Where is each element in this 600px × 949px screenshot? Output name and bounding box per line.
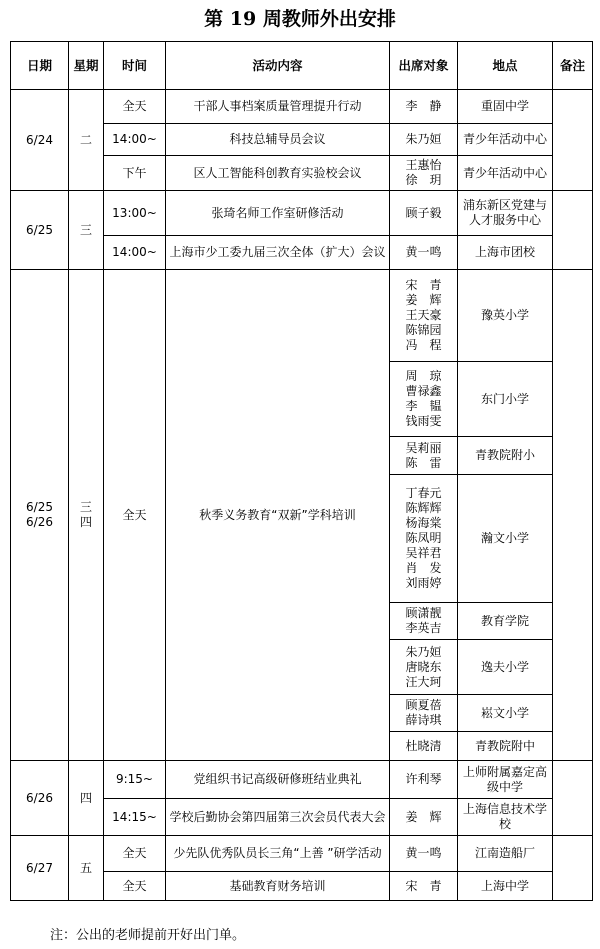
attendee-name: 宋 青 — [405, 878, 442, 893]
remark-cell — [553, 836, 593, 901]
location-cell: 上师附属嘉定高级中学 — [458, 761, 553, 799]
activity-cell: 少先队优秀队员长三角“上善 ”研学活动 — [166, 836, 390, 872]
location-cell: 上海中学 — [458, 872, 553, 901]
attendee-name: 丁春元 — [405, 486, 442, 500]
weekday-cell: 三 四 — [69, 270, 104, 761]
attendees-cell — [390, 270, 458, 362]
remark-cell — [553, 90, 593, 191]
header-attendees: 出席对象 — [390, 42, 458, 90]
location-cell: 上海市团校 — [458, 236, 553, 270]
attendees-cell — [390, 761, 458, 799]
time-cell: 下午 — [104, 156, 166, 191]
attendees-cell — [390, 640, 458, 695]
location-cell: 重固中学 — [458, 90, 553, 124]
date-cell: 6/27 — [11, 836, 69, 901]
attendees-cell — [390, 872, 458, 901]
attendee-name: 姜 辉 — [405, 809, 442, 824]
time-cell: 14:00~ — [104, 124, 166, 156]
location-cell: 豫英小学 — [458, 270, 553, 362]
location-cell: 青少年活动中心 — [458, 124, 553, 156]
attendee-name: 姜 辉 — [405, 293, 442, 307]
date-cell: 6/25 — [11, 191, 69, 270]
location-cell: 崧文小学 — [458, 695, 553, 732]
activity-cell: 科技总辅导员会议 — [166, 124, 390, 156]
table-row — [11, 191, 593, 236]
location-cell: 上海信息技术学校 — [458, 799, 553, 836]
location-cell: 教育学院 — [458, 603, 553, 640]
location-cell: 青少年活动中心 — [458, 156, 553, 191]
location-cell: 青教院附中 — [458, 732, 553, 761]
time-cell: 14:15~ — [104, 799, 166, 836]
attendee-name: 黄一鸣 — [405, 846, 442, 860]
time-cell: 全天 — [104, 90, 166, 124]
date-cell: 6/25 6/26 — [11, 270, 69, 761]
time-cell: 14:00~ — [104, 236, 166, 270]
attendees-cell — [390, 236, 458, 270]
attendee-name: 黄一鸣 — [405, 245, 442, 259]
table-row — [11, 761, 593, 799]
attendee-name: 杨海棠 — [405, 516, 442, 530]
weekday-cell: 三 — [69, 191, 104, 270]
attendees-cell — [390, 191, 458, 236]
page-title: 第 19 周教师外出安排 — [204, 8, 396, 30]
attendees-cell — [390, 156, 458, 191]
attendee-name: 王天豪 — [405, 308, 442, 322]
attendee-name: 顾潇靓 — [405, 606, 442, 620]
attendee-name: 吴莉丽 — [405, 440, 442, 455]
remark-cell — [553, 191, 593, 270]
activity-cell: 基础教育财务培训 — [166, 872, 390, 901]
attendee-name: 王惠怡 — [405, 158, 442, 172]
schedule-body — [11, 90, 593, 901]
attendees-cell — [390, 695, 458, 732]
footnote: 注：公出的老师提前开好出门单。 — [50, 928, 246, 943]
attendee-name: 许利琴 — [405, 772, 442, 786]
attendee-name: 杜晓清 — [405, 738, 442, 753]
activity-cell: 秋季义务教育“双新”学科培训 — [166, 270, 390, 761]
attendee-name: 唐晓东 — [405, 659, 442, 674]
attendee-name: 李 静 — [405, 99, 442, 113]
location-cell: 东门小学 — [458, 362, 553, 437]
attendees-cell — [390, 437, 458, 475]
header-time: 时间 — [104, 42, 166, 90]
location-cell: 逸夫小学 — [458, 640, 553, 695]
attendee-name: 顾子毅 — [405, 205, 442, 220]
activity-cell: 张琦名师工作室研修活动 — [166, 191, 390, 236]
attendee-name: 陈锦园 — [405, 323, 442, 337]
attendees-cell — [390, 362, 458, 437]
attendee-name: 刘雨婷 — [405, 576, 442, 590]
attendee-name: 李英吉 — [405, 621, 442, 635]
attendee-name: 宋 青 — [405, 278, 442, 292]
date-cell: 6/26 — [11, 761, 69, 836]
header-row — [11, 42, 593, 90]
table-row — [11, 836, 593, 872]
header-activity: 活动内容 — [166, 42, 390, 90]
weekday-cell: 四 — [69, 761, 104, 836]
weekday-cell: 五 — [69, 836, 104, 901]
attendees-cell — [390, 836, 458, 872]
activity-cell: 学校后勤协会第四届第三次会员代表大会 — [166, 799, 390, 836]
remark-cell — [553, 761, 593, 836]
attendee-name: 朱乃姮 — [405, 644, 442, 659]
time-cell: 全天 — [104, 836, 166, 872]
attendees-cell — [390, 124, 458, 156]
attendee-name: 陈凤明 — [405, 531, 442, 545]
location-cell: 青教院附小 — [458, 437, 553, 475]
attendees-cell — [390, 90, 458, 124]
attendee-name: 朱乃姮 — [405, 132, 442, 146]
attendees-cell — [390, 732, 458, 761]
activity-cell: 党组织书记高级研修班结业典礼 — [166, 761, 390, 799]
attendee-name: 钱雨雯 — [405, 414, 442, 428]
table-row — [11, 90, 593, 124]
time-cell: 全天 — [104, 270, 166, 761]
activity-cell: 干部人事档案质量管理提升行动 — [166, 90, 390, 124]
attendees-cell — [390, 799, 458, 836]
location-cell: 瀚文小学 — [458, 475, 553, 603]
header-location: 地点 — [458, 42, 553, 90]
attendee-name: 冯 程 — [405, 338, 442, 352]
attendee-name: 薛诗琪 — [405, 713, 442, 727]
header-weekday: 星期 — [69, 42, 104, 90]
remark-cell — [553, 270, 593, 761]
location-cell: 江南造船厂 — [458, 836, 553, 872]
attendee-name: 陈辉辉 — [405, 501, 442, 515]
time-cell: 9:15~ — [104, 761, 166, 799]
attendee-name: 曹禄鑫 — [405, 384, 442, 398]
time-cell: 全天 — [104, 872, 166, 901]
date-cell: 6/24 — [11, 90, 69, 191]
attendee-name: 吴祥君 — [405, 546, 442, 560]
attendee-name: 顾夏蓓 — [405, 698, 442, 712]
schedule-table — [10, 41, 593, 901]
attendee-name: 周 琼 — [405, 369, 442, 383]
attendees-cell — [390, 475, 458, 603]
weekday-cell: 二 — [69, 90, 104, 191]
header-date: 日期 — [11, 42, 69, 90]
activity-cell: 上海市少工委九届三次全体（扩大）会议 — [166, 236, 390, 270]
header-remark: 备注 — [553, 42, 593, 90]
location-cell: 浦东新区党建与人才服务中心 — [458, 191, 553, 236]
table-row — [11, 270, 593, 362]
attendee-name: 陈 雷 — [405, 455, 442, 470]
time-cell: 13:00~ — [104, 191, 166, 236]
attendee-name: 李 韫 — [405, 399, 442, 413]
attendee-name: 肖 发 — [405, 561, 442, 575]
attendees-cell — [390, 603, 458, 640]
attendee-name: 汪大珂 — [405, 674, 442, 689]
activity-cell: 区人工智能科创教育实验校会议 — [166, 156, 390, 191]
attendee-name: 徐 玥 — [405, 173, 442, 187]
